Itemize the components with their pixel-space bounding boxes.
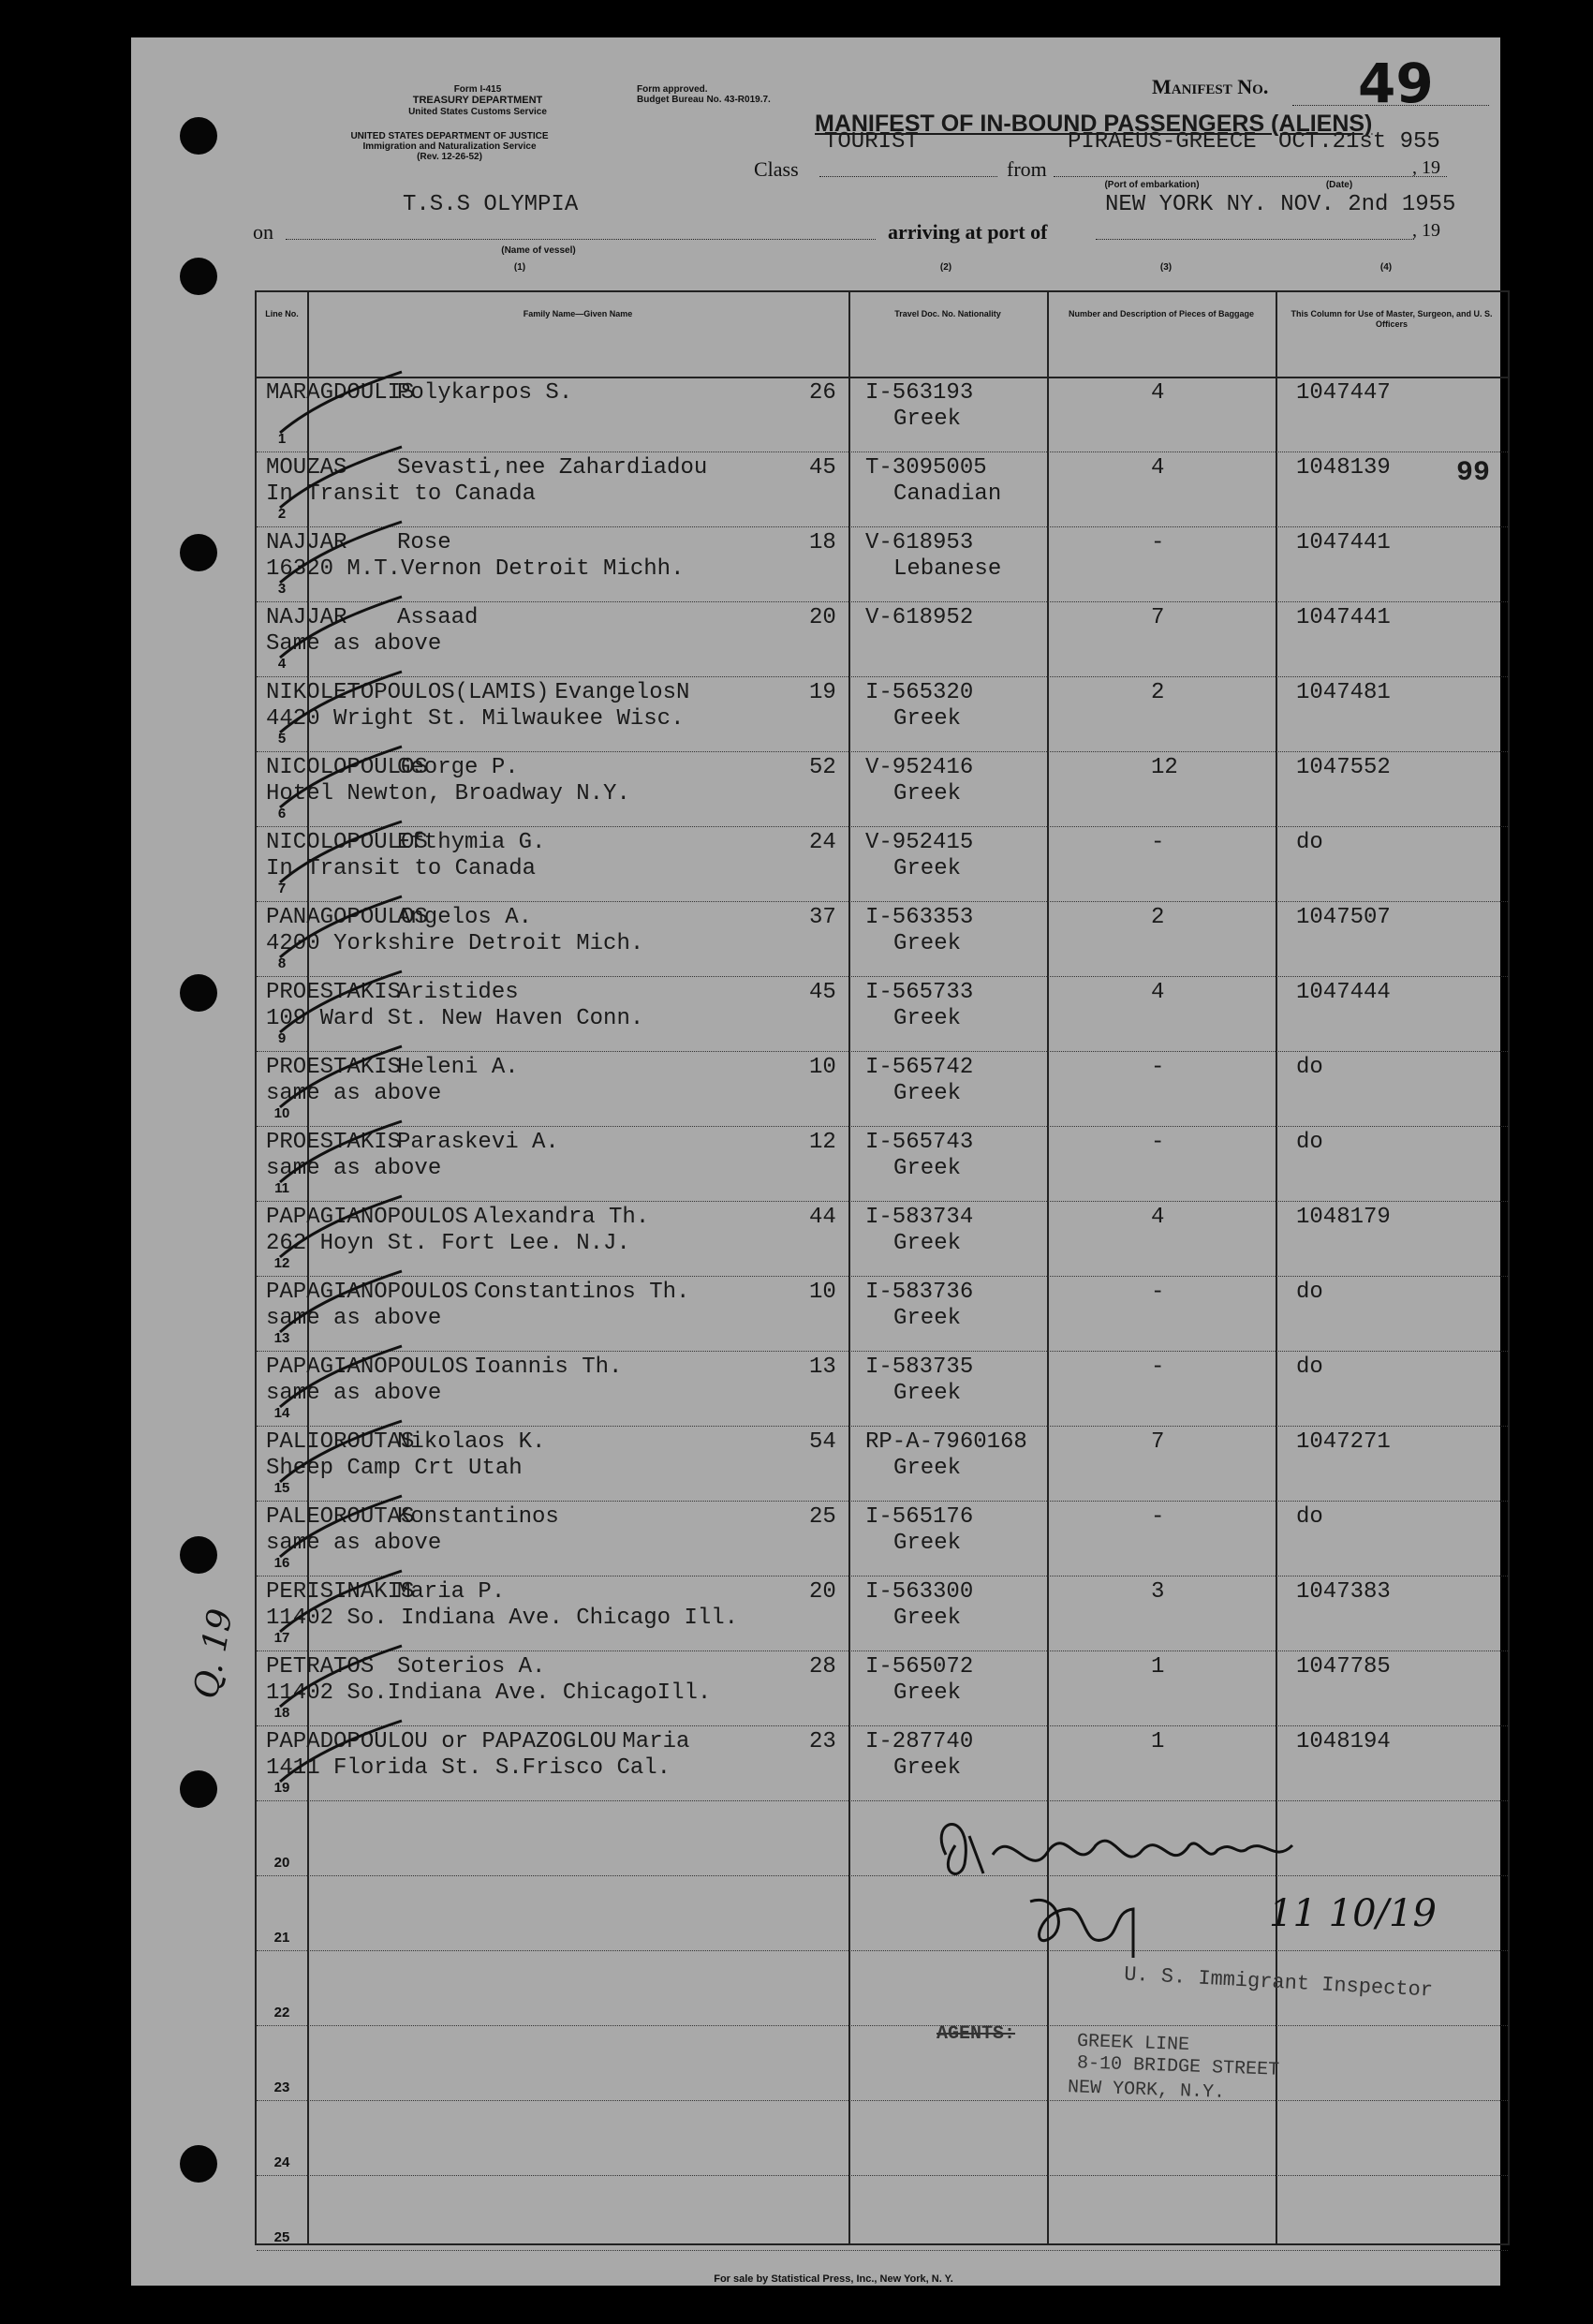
table-row [257, 2175, 1508, 2251]
given-name: Konstantinos [397, 1504, 559, 1530]
family-name: NAJJAR [266, 530, 347, 555]
travel-doc-no: V-618952 [865, 605, 974, 630]
baggage-count: 2 [1151, 680, 1165, 705]
nationality: Greek [893, 856, 962, 881]
baggage-count: - [1151, 1280, 1165, 1305]
port-caption: (Port of embarkation) [1104, 180, 1200, 190]
col-num-3: (3) [1159, 262, 1173, 273]
class-label: Class [754, 157, 799, 181]
age: 10 [809, 1280, 836, 1305]
punch-hole [180, 258, 217, 295]
age: 25 [809, 1504, 836, 1530]
given-name: Efthymia G. [397, 830, 546, 855]
baggage-count: 2 [1151, 905, 1165, 930]
manifest-no-value: 49 [1358, 52, 1434, 115]
line-number: 2 [277, 506, 287, 522]
family-name: NICOLOPOULOS [266, 830, 428, 855]
from-label: from [1007, 157, 1047, 181]
address: same as above [266, 1081, 442, 1106]
nationality: Greek [893, 1231, 962, 1256]
official-number: 1047552 [1296, 755, 1391, 780]
check-mark [275, 1341, 406, 1416]
given-name: Nikolaos K. [397, 1429, 546, 1455]
baggage-count: 1 [1151, 1729, 1165, 1754]
family-name: PERISINAKIS [266, 1579, 415, 1605]
given-name: Aristides [397, 980, 519, 1005]
line-number: 20 [273, 1855, 290, 1871]
nationality: Greek [893, 407, 962, 432]
given-name: Sevasti,nee Zahardiadou [397, 455, 708, 481]
arriving-label: arriving at port of [888, 220, 1048, 244]
address: Hotel Newton, Broadway N.Y. [266, 781, 630, 807]
address: same as above [266, 1531, 442, 1556]
age: 45 [809, 980, 836, 1005]
agents-label: AGENTS: [937, 2023, 1016, 2045]
age: 28 [809, 1654, 836, 1680]
given-name: Alexandra Th. [474, 1205, 650, 1230]
table-row [257, 1650, 1508, 1726]
official-number: 1047271 [1296, 1429, 1391, 1455]
address: 4200 Yorkshire Detroit Mich. [266, 931, 644, 956]
family-name: NAJJAR [266, 605, 347, 630]
family-name: PAPADOPOULOU or PAPAZOGLOU [266, 1729, 617, 1754]
line-number: 19 [273, 1780, 290, 1796]
travel-doc-no: V-952416 [865, 755, 974, 780]
travel-doc-no: V-618953 [865, 530, 974, 555]
punch-hole [180, 1536, 217, 1574]
given-name: Rose [397, 530, 451, 555]
given-name: Soterios A. [397, 1654, 546, 1680]
given-name: George P. [397, 755, 519, 780]
line-number: 21 [273, 1930, 290, 1946]
address: Same as above [266, 631, 442, 657]
table-row [257, 901, 1508, 977]
date-caption: (Date) [1325, 180, 1353, 190]
official-number: do [1296, 830, 1323, 855]
line-number: 16 [273, 1555, 290, 1571]
family-name: PROESTAKIS [266, 980, 402, 1005]
line-number: 5 [277, 731, 287, 747]
nationality: Greek [893, 1755, 962, 1781]
official-number: 1047441 [1296, 530, 1391, 555]
line-number: 3 [277, 581, 287, 597]
family-name: PALIOROUTAS [266, 1429, 415, 1455]
check-mark [275, 592, 406, 667]
col-num-1: (1) [513, 262, 526, 273]
dept-justice: UNITED STATES DEPARTMENT OF JUSTICE [350, 131, 549, 141]
address: 4420 Wright St. Milwaukee Wisc. [266, 706, 685, 732]
official-number: do [1296, 1055, 1323, 1080]
table-row [257, 976, 1508, 1052]
travel-doc-no: V-952415 [865, 830, 974, 855]
travel-doc-no: I-565072 [865, 1654, 974, 1680]
given-name: Assaad [397, 605, 479, 630]
line-number: 15 [273, 1480, 290, 1496]
family-name: PETRATOS [266, 1654, 375, 1680]
punch-hole [180, 1770, 217, 1808]
vessel-name: T.S.S OLYMPIA [403, 192, 579, 217]
approval-line-1: Form approved. [637, 84, 708, 95]
address: In Transit to Canada [266, 856, 537, 881]
baggage-count: - [1151, 830, 1165, 855]
baggage-count: 1 [1151, 1654, 1165, 1680]
nationality: Lebanese [893, 556, 1002, 582]
official-number: 1047444 [1296, 980, 1391, 1005]
table-row [257, 601, 1508, 677]
given-name: Maria P. [397, 1579, 506, 1605]
line-number: 12 [273, 1255, 290, 1271]
table-row [257, 1501, 1508, 1576]
table-row [257, 1576, 1508, 1651]
check-mark [275, 1117, 406, 1192]
revision: (Rev. 12-26-52) [417, 152, 482, 162]
nationality: Greek [893, 706, 962, 732]
official-number: 1048139 [1296, 455, 1391, 481]
line-number: 13 [273, 1330, 290, 1346]
baggage-count: - [1151, 1354, 1165, 1380]
table-row [257, 1351, 1508, 1427]
check-mark [275, 1416, 406, 1491]
nationality: Greek [893, 1156, 962, 1181]
line-number: 25 [273, 2229, 290, 2245]
agent-address-2: NEW YORK, N.Y. [1067, 2077, 1226, 2104]
age: 12 [809, 1130, 836, 1155]
age: 20 [809, 605, 836, 630]
official-number: 1048194 [1296, 1729, 1391, 1754]
official-number: do [1296, 1504, 1323, 1530]
age: 52 [809, 755, 836, 780]
official-number: 1047441 [1296, 605, 1391, 630]
header-travel-doc: Travel Doc. No. Nationality [894, 309, 1001, 318]
baggage-count: - [1151, 1504, 1165, 1530]
nationality: Greek [893, 1606, 962, 1631]
travel-doc-no: I-583734 [865, 1205, 974, 1230]
class-value: TOURIST [824, 129, 919, 155]
travel-doc-no: I-583736 [865, 1280, 974, 1305]
check-mark [275, 1641, 406, 1716]
table-row [257, 751, 1508, 827]
side-note: Q. 19 [186, 1606, 241, 1702]
age: 13 [809, 1354, 836, 1380]
punch-hole [180, 974, 217, 1012]
travel-doc-no: RP-A-7960168 [865, 1429, 1027, 1455]
family-name: MOUZAS [266, 455, 347, 481]
check-mark [275, 517, 406, 592]
date-value: OCT.21st 955 [1278, 129, 1440, 155]
given-name: Angelos A. [397, 905, 533, 930]
family-name: NICOLOPOULOS [266, 755, 428, 780]
official-number: do [1296, 1280, 1323, 1305]
table-row [257, 377, 1508, 452]
form-number: Form I-415 [453, 84, 502, 95]
age: 10 [809, 1055, 836, 1080]
age: 19 [809, 680, 836, 705]
nationality: Greek [893, 1456, 962, 1481]
official-number: 1047507 [1296, 905, 1391, 930]
line-number: 1 [277, 431, 287, 447]
travel-doc-no: I-563353 [865, 905, 974, 930]
table-row [257, 1201, 1508, 1277]
line-number: 17 [273, 1630, 290, 1646]
official-number: 1048179 [1296, 1205, 1391, 1230]
travel-doc-no: T-3095005 [865, 455, 987, 481]
check-mark [275, 442, 406, 517]
age: 37 [809, 905, 836, 930]
nationality: Greek [893, 1081, 962, 1106]
check-mark [275, 817, 406, 892]
line-number: 9 [277, 1030, 287, 1046]
line-number: 24 [273, 2154, 290, 2170]
line-number: 4 [277, 656, 287, 672]
check-mark [275, 1566, 406, 1641]
col-num-2: (2) [939, 262, 952, 273]
address: 11402 So.Indiana Ave. ChicagoIll. [266, 1680, 712, 1706]
check-mark [275, 667, 406, 742]
given-name: Ioannis Th. [474, 1354, 623, 1380]
nationality: Greek [893, 1381, 962, 1406]
table-row [257, 2100, 1508, 2176]
family-name: PAPAGIANOPOULOS [266, 1280, 469, 1305]
table-header [257, 292, 1508, 378]
check-mark [275, 367, 406, 442]
official-number: do [1296, 1130, 1323, 1155]
table-row [257, 826, 1508, 902]
nationality: Greek [893, 931, 962, 956]
baggage-count: 4 [1151, 455, 1165, 481]
header-baggage: Number and Description of Pieces of Baggage [1068, 309, 1255, 318]
address: In Transit to Canada [266, 481, 537, 507]
official-number: 1047383 [1296, 1579, 1391, 1605]
nationality: Greek [893, 1006, 962, 1031]
punch-hole [180, 534, 217, 571]
baggage-count: 12 [1151, 755, 1178, 780]
check-mark [275, 742, 406, 817]
family-name: PANAGOPOULOS [266, 905, 428, 930]
manifest-title: MANIFEST OF IN-BOUND PASSENGERS (ALIENS) [815, 111, 1373, 137]
given-name: Polykarpos S. [397, 380, 573, 406]
official-number: 1047481 [1296, 680, 1391, 705]
check-mark [275, 1042, 406, 1117]
table-row [257, 1276, 1508, 1352]
family-name: PAPAGIANOPOULOS [266, 1205, 469, 1230]
given-name: EvangelosN [554, 680, 690, 705]
given-name: Paraskevi A. [397, 1130, 559, 1155]
punch-hole [180, 2145, 217, 2183]
nationality: Canadian [893, 481, 1002, 507]
line-number: 10 [273, 1105, 290, 1121]
baggage-count: - [1151, 1130, 1165, 1155]
age: 45 [809, 455, 836, 481]
line-number: 8 [277, 955, 287, 971]
manifest-page [131, 37, 1500, 2286]
check-mark [275, 1491, 406, 1566]
line-number: 18 [273, 1705, 290, 1721]
year-label-2: , 19 [1412, 220, 1440, 241]
baggage-count: - [1151, 530, 1165, 555]
baggage-count: - [1151, 1055, 1165, 1080]
family-name: MARAGDOULIS [266, 380, 415, 406]
table-row [257, 676, 1508, 752]
agent-name: GREEK LINE [1076, 2030, 1190, 2057]
agent-address-1: 8-10 BRIDGE STREET [1076, 2052, 1280, 2081]
line-number: 22 [273, 2005, 290, 2021]
address: 262 Hoyn St. Fort Lee. N.J. [266, 1231, 630, 1256]
family-name: PROESTAKIS [266, 1055, 402, 1080]
official-number: 1047447 [1296, 380, 1391, 406]
age: 20 [809, 1579, 836, 1605]
baggage-count: 4 [1151, 980, 1165, 1005]
travel-doc-no: I-563300 [865, 1579, 974, 1605]
line-number: 23 [273, 2080, 290, 2095]
family-name: NIKOLETOPOULOS(LAMIS) [266, 680, 550, 705]
line-number: 7 [277, 881, 287, 896]
table-row [257, 451, 1508, 527]
official-number: do [1296, 1354, 1323, 1380]
travel-doc-no: I-565733 [865, 980, 974, 1005]
travel-doc-no: I-583735 [865, 1354, 974, 1380]
given-name: Maria [622, 1729, 690, 1754]
family-name: PAPAGIANOPOULOS [266, 1354, 469, 1380]
given-name: Heleni A. [397, 1055, 519, 1080]
family-name: PALEOROUTAS [266, 1504, 415, 1530]
travel-doc-no: I-565742 [865, 1055, 974, 1080]
address: 16320 M.T.Vernon Detroit Michh. [266, 556, 685, 582]
table-row [257, 1051, 1508, 1127]
check-mark [275, 892, 406, 967]
baggage-count: 4 [1151, 380, 1165, 406]
header-name: Family Name—Given Name [523, 309, 633, 318]
dept-customs: United States Customs Service [408, 107, 547, 117]
age: 23 [809, 1729, 836, 1754]
address: 11402 So. Indiana Ave. Chicago Ill. [266, 1606, 739, 1631]
check-mark [275, 1192, 406, 1266]
inspector-label: U. S. Immigrant Inspector [1123, 1962, 1434, 2003]
baggage-count: 7 [1151, 1429, 1165, 1455]
check-mark [275, 1716, 406, 1791]
vessel-caption: (Name of vessel) [501, 245, 576, 256]
travel-doc-no: I-287740 [865, 1729, 974, 1754]
travel-doc-no: I-565320 [865, 680, 974, 705]
nationality: Greek [893, 1531, 962, 1556]
year-label-1: , 19 [1412, 157, 1440, 178]
travel-doc-no: I-565743 [865, 1130, 974, 1155]
table-row [257, 1126, 1508, 1202]
nationality: Greek [893, 781, 962, 807]
manifest-no-label: Manifest No. [1152, 75, 1269, 98]
travel-doc-no: I-563193 [865, 380, 974, 406]
nationality: Greek [893, 1306, 962, 1331]
check-mark [275, 1266, 406, 1341]
inspector-date: 11 10/19 [1269, 1892, 1437, 1935]
line-number: 14 [273, 1405, 290, 1421]
address: Sheep Camp Crt Utah [266, 1456, 523, 1481]
dept-ins: Immigration and Naturalization Service [362, 141, 537, 152]
travel-doc-no: I-565176 [865, 1504, 974, 1530]
age: 26 [809, 380, 836, 406]
address: 109 Ward St. New Haven Conn. [266, 1006, 644, 1031]
baggage-count: 4 [1151, 1205, 1165, 1230]
header-officials: This Column for Use of Master, Surgeon, and U. S. Officers [1291, 309, 1493, 329]
table-row [257, 1426, 1508, 1502]
address: same as above [266, 1156, 442, 1181]
from-value: PIRAEUS-GREECE [1068, 129, 1257, 155]
baggage-count: 3 [1151, 1579, 1165, 1605]
address: 1411 Florida St. S.Frisco Cal. [266, 1755, 671, 1781]
dept-treasury: TREASURY DEPARTMENT [412, 95, 543, 106]
given-name: Constantinos Th. [474, 1280, 690, 1305]
arrival-value: NEW YORK NY. NOV. 2nd 1955 [1105, 192, 1456, 217]
line-number: 6 [277, 806, 287, 822]
table-row [257, 1725, 1508, 1801]
footer-printer: For sale by Statistical Press, Inc., New York, N. Y. [714, 2273, 953, 2285]
table-row [257, 526, 1508, 602]
age: 44 [809, 1205, 836, 1230]
col-num-4: (4) [1379, 262, 1393, 273]
age: 18 [809, 530, 836, 555]
address: same as above [266, 1306, 442, 1331]
age: 24 [809, 830, 836, 855]
approval-line-2: Budget Bureau No. 43-R019.7. [637, 95, 771, 105]
baggage-count: 7 [1151, 605, 1165, 630]
punch-hole [180, 117, 217, 155]
family-name: PROESTAKIS [266, 1130, 402, 1155]
age: 54 [809, 1429, 836, 1455]
address: same as above [266, 1381, 442, 1406]
check-mark [275, 967, 406, 1042]
on-label: on [253, 220, 273, 244]
official-number: 1047785 [1296, 1654, 1391, 1680]
line-number: 11 [274, 1180, 289, 1196]
nationality: Greek [893, 1680, 962, 1706]
header-line-no: Line No. [265, 309, 299, 318]
margin-count: 99 [1456, 457, 1491, 489]
